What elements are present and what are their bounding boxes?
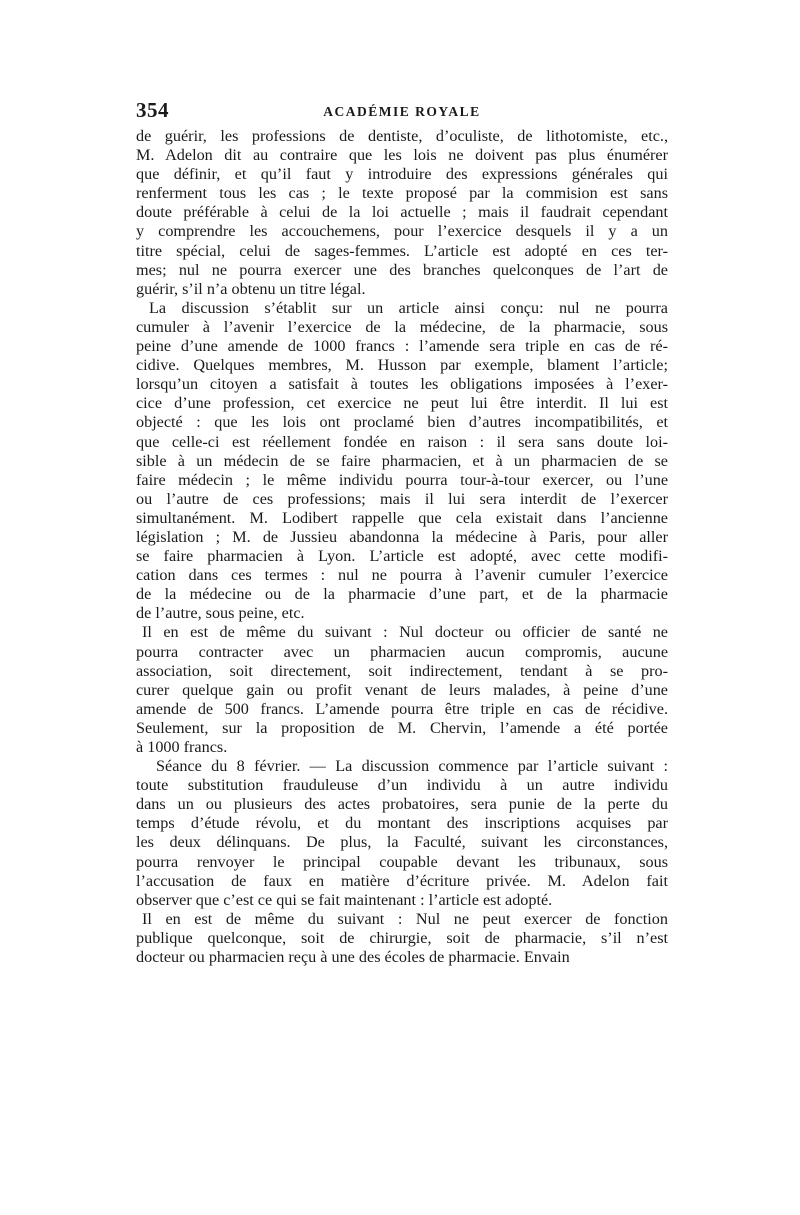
paragraph: [136, 299, 668, 624]
paragraph: [136, 757, 668, 910]
text-line: M. Adelon dit au contraire que les lois ne doivent pas plus énumérer: [136, 146, 668, 165]
text-line: Séance du 8 février. — La discussion commence par l’article suivant :: [156, 757, 668, 776]
text-line: doute préférable à celui de la loi actuelle ; mais il faudrait cependant: [136, 203, 668, 222]
body-text: [136, 127, 668, 967]
text-line: La discussion s’établit sur un article ainsi conçu: nul ne pourra: [149, 298, 668, 317]
text-line: ou l’autre de ces professions; mais il lui sera interdit de l’exercer: [136, 489, 668, 508]
text-line: Seulement, sur la proposition de M. Chervin, l’amende a été portée: [136, 718, 668, 737]
text-line: amende de 500 francs. L’amende pourra être triple en cas de récidive.: [136, 699, 668, 718]
text-line: temps d’étude révolu, et du montant des inscriptions acquises par: [136, 814, 668, 833]
text-line: de l’autre, sous peine, etc.: [136, 604, 305, 623]
text-line: cidive. Quelques membres, M. Husson par exemple, blament l’article;: [136, 356, 668, 375]
text-line: faire médecin ; le même individu pourra tour-à-tour exercer, ou l’une: [136, 470, 668, 489]
text-line: se faire pharmacien à Lyon. L’article est adopté, avec cette modifi-: [136, 547, 668, 566]
paragraph: [136, 910, 668, 967]
text-line: peine d’une amende de 1000 francs : l’amende sera triple en cas de ré-: [136, 337, 668, 356]
text-line: sible à un médecin de se faire pharmacien, et à un pharmacien de se: [136, 451, 668, 470]
text-line: de guérir, les professions de dentiste, d’oculiste, de lithotomiste, etc.,: [136, 127, 668, 145]
text-line: simultanément. M. Lodibert rappelle que cela existait dans l’ancienne: [136, 508, 668, 527]
running-head: [136, 96, 668, 126]
text-line: guérir, s’il n’a obtenu un titre légal.: [136, 279, 366, 298]
text-line: mes; nul ne pourra exercer une des branches quelconques de l’art de: [136, 260, 668, 279]
text-line: cice d’une profession, cet exercice ne peut lui être interdit. Il lui est: [136, 394, 668, 413]
text-line: pourra renvoyer le principal coupable devant les tribunaux, sous: [136, 852, 668, 871]
text-line: pourra contracter avec un pharmacien aucun compromis, aucune: [136, 642, 668, 661]
text-line: titre spécial, celui de sages-femmes. L’article est adopté en ces ter-: [136, 241, 668, 260]
text-line: de la médecine ou de la pharmacie d’une part, et de la pharmacie: [136, 585, 668, 604]
text-line: docteur ou pharmacien reçu à une des écoles de pharmacie. Envain: [136, 948, 570, 967]
text-line: cumuler à l’avenir l’exercice de la médecine, de la pharmacie, sous: [136, 317, 668, 336]
text-line: Il en est de même du suivant : Nul ne peut exercer de fonction: [142, 909, 668, 928]
text-line: Il en est de même du suivant : Nul docteur ou officier de santé ne: [142, 623, 668, 642]
text-line: publique quelconque, soit de chirurgie, soit de pharmacie, s’il n’est: [136, 928, 668, 947]
text-line: association, soit directement, soit indirectement, tendant à se pro-: [136, 661, 668, 680]
text-line: lorsqu’un citoyen a satisfait à toutes les obligations imposées à l’exer-: [136, 375, 668, 394]
text-line: à 1000 francs.: [136, 738, 228, 756]
text-line: dans un ou plusieurs des actes probatoires, sera punie de la perte du: [136, 795, 668, 814]
paragraph: [136, 623, 668, 757]
book-page: [136, 96, 668, 967]
text-line: curer quelque gain ou profit venant de leurs malades, à peine d’une: [136, 680, 668, 699]
text-line: renferment tous les cas ; le texte proposé par la commision est sans: [136, 184, 668, 203]
text-line: y comprendre les accouchemens, pour l’exercice desquels il y a un: [136, 222, 668, 241]
text-line: que définir, et qu’il faut y introduire des expressions générales qui: [136, 165, 668, 184]
text-line: les deux délinquans. De plus, la Faculté, suivant les circonstances,: [136, 833, 668, 852]
text-line: toute substitution frauduleuse d’un individu à un autre individu: [136, 776, 668, 795]
paragraph: [136, 127, 668, 299]
text-line: observer que c’est ce qui se fait maintenant : l’article est adopté.: [136, 890, 553, 909]
text-line: objecté : que les lois ont proclamé bien d’autres incompatibilités, et: [136, 413, 668, 432]
running-title: ACADÉMIE ROYALE: [323, 104, 481, 119]
page-number: 354: [136, 98, 169, 122]
text-line: que celle-ci est réellement fondée en raison : il sera sans doute loi-: [136, 432, 668, 451]
text-line: l’accusation de faux en matière d’écriture privée. M. Adelon fait: [136, 871, 668, 890]
text-line: cation dans ces termes : nul ne pourra à l’avenir cumuler l’exercice: [136, 566, 668, 585]
text-line: législation ; M. de Jussieu abandonna la médecine à Paris, pour aller: [136, 527, 668, 546]
